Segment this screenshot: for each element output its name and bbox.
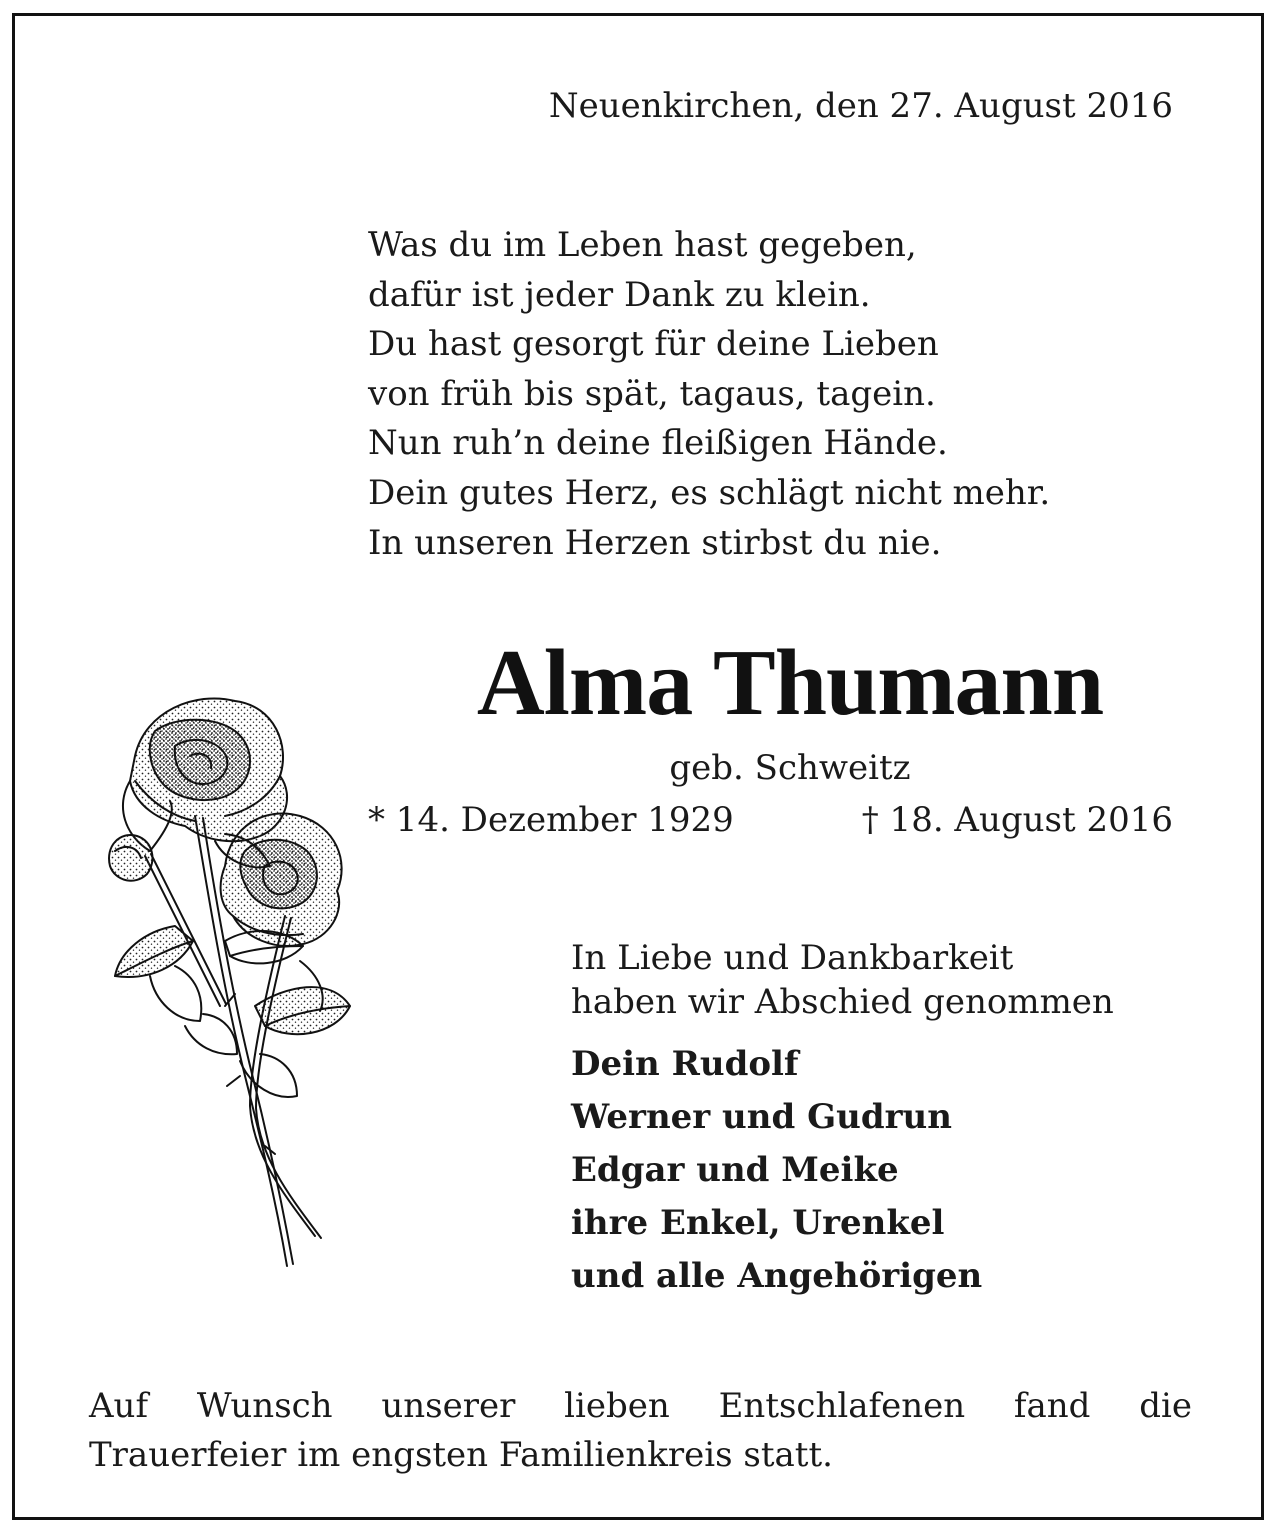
mourner-name: Werner und Gudrun <box>571 1097 952 1137</box>
birth-date: * 14. Dezember 1929 <box>368 800 734 840</box>
mourners-intro-line: In Liebe und Dankbarkeit <box>571 938 1014 978</box>
mourners-list <box>571 1038 982 1303</box>
mourner-name: Dein Rudolf <box>571 1044 799 1084</box>
death-date: † 18. August 2016 <box>861 800 1173 840</box>
mourner-name: und alle Angehörigen <box>571 1256 983 1296</box>
funeral-note-line: Auf Wunsch unserer lieben Entschlafenen fand die <box>89 1386 1192 1426</box>
poem-line: von früh bis spät, tagaus, tagein. <box>368 373 936 414</box>
funeral-note-line: Trauerfeier im engsten Familienkreis statt. <box>89 1435 833 1475</box>
rose-icon <box>75 676 375 1296</box>
deceased-name: Alma Thumann <box>476 631 1104 735</box>
mourner-name: ihre Enkel, Urenkel <box>571 1203 945 1243</box>
poem <box>368 221 1188 568</box>
place-date: Neuenkirchen, den 27. August 2016 <box>548 86 1173 126</box>
mourners-intro-line: haben wir Abschied genommen <box>571 982 1114 1022</box>
poem-line: Nun ruh’n deine fleißigen Hände. <box>368 423 948 464</box>
funeral-note <box>89 1382 1192 1480</box>
poem-line: Was du im Leben hast gegeben, <box>368 225 917 265</box>
poem-line: Dein gutes Herz, es schlägt nicht mehr. <box>368 472 1051 513</box>
poem-line: dafür ist jeder Dank zu klein. <box>368 274 871 315</box>
poem-line: In unseren Herzen stirbst du nie. <box>368 522 942 563</box>
mourners-intro <box>571 936 1114 1024</box>
poem-line: Du hast gesorgt für deine Lieben <box>368 324 939 365</box>
obituary-frame <box>12 13 1264 1520</box>
birth-name: geb. Schweitz <box>669 748 911 788</box>
mourner-name: Edgar und Meike <box>571 1150 899 1190</box>
